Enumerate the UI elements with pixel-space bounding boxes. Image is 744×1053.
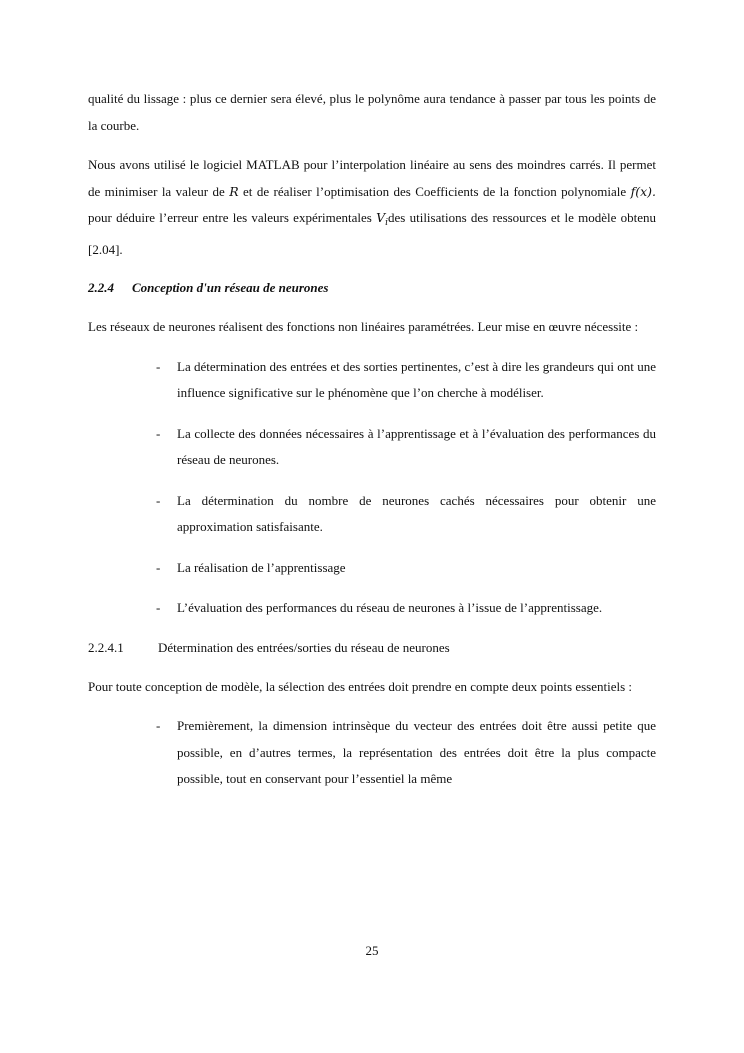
bullet-dash: - bbox=[156, 358, 161, 374]
variable-r: R bbox=[229, 183, 239, 199]
document-page bbox=[88, 86, 656, 807]
matlab-text-2: et de réaliser l’optimisation des Coefficients de la fonction polynomiale bbox=[238, 183, 631, 199]
paragraph-matlab bbox=[88, 152, 656, 263]
section-heading bbox=[88, 276, 656, 300]
page-number: 25 bbox=[365, 943, 379, 958]
list-item bbox=[88, 354, 656, 407]
list-item-text: La détermination des entrées et des sorties pertinentes, c’est à dire les grandeurs qui ont une influence significative sur le phénomène que l’on cherche à modéliser. bbox=[177, 358, 656, 400]
list-item-text: La détermination du nombre de neurones cachés nécessaires pour obtenir une approximation satisfaisante. bbox=[177, 492, 656, 534]
list-item-text: La réalisation de l’apprentissage bbox=[177, 559, 346, 575]
list-item bbox=[88, 421, 656, 474]
input-selection-list bbox=[88, 713, 656, 793]
subscript-i: i bbox=[385, 218, 389, 228]
section-title: Conception d'un réseau de neurones bbox=[132, 280, 329, 295]
subsection-number: 2.2.4.1 bbox=[88, 639, 124, 655]
list-item-text: Premièrement, la dimension intrinsèque du vecteur des entrées doit être aussi petite que possible, en d’autres termes, la représentation des entrées doit être la plus compacte possible, tout en conservant pour l’essentiel la même bbox=[177, 718, 656, 786]
matlab-text-3: pour déduire l’erreur entre les valeurs expérimentales bbox=[88, 210, 377, 225]
list-item bbox=[88, 555, 656, 582]
bullet-dash: - bbox=[156, 425, 161, 441]
list-item bbox=[88, 488, 656, 541]
matlab-text-1: Nous avons utilisé le logiciel MATLAB pour l’interpolation linéaire au sens des moindres carrés. Il permet de minimiser la valeur de bbox=[88, 157, 656, 199]
requirements-list bbox=[88, 354, 656, 622]
paragraph-subsection-intro: Pour toute conception de modèle, la sélection des entrées doit prendre en compte deux points essentiels : bbox=[88, 678, 633, 694]
list-item-text: L’évaluation des performances du réseau de neurones à l’issue de l’apprentissage. bbox=[177, 600, 603, 615]
matlab-text-4: des utilisations des ressources et le modèle obtenu [2.04]. bbox=[88, 210, 656, 257]
list-item-text: La collecte des données nécessaires à l’apprentissage et à l’évaluation des performances du réseau de neurones. bbox=[177, 425, 656, 467]
bullet-dash: - bbox=[156, 718, 161, 733]
paragraph-smoothing: qualité du lissage : plus ce dernier sera élevé, plus le polynôme aura tendance à passer par tous les points de la courbe. bbox=[88, 91, 656, 133]
variable-v: V bbox=[376, 210, 386, 225]
subsection-heading bbox=[88, 636, 656, 660]
function-fx: f(x). bbox=[630, 183, 656, 199]
list-item bbox=[88, 595, 656, 622]
list-item bbox=[88, 713, 656, 793]
subsection-title: Détermination des entrées/sorties du réseau de neurones bbox=[158, 639, 450, 655]
bullet-dash: - bbox=[156, 559, 161, 575]
paragraph-section-intro: Les réseaux de neurones réalisent des fonctions non linéaires paramétrées. Leur mise en œuvre nécessite : bbox=[88, 319, 639, 334]
bullet-dash: - bbox=[156, 492, 161, 508]
bullet-dash: - bbox=[156, 600, 161, 615]
section-number: 2.2.4 bbox=[88, 280, 114, 295]
